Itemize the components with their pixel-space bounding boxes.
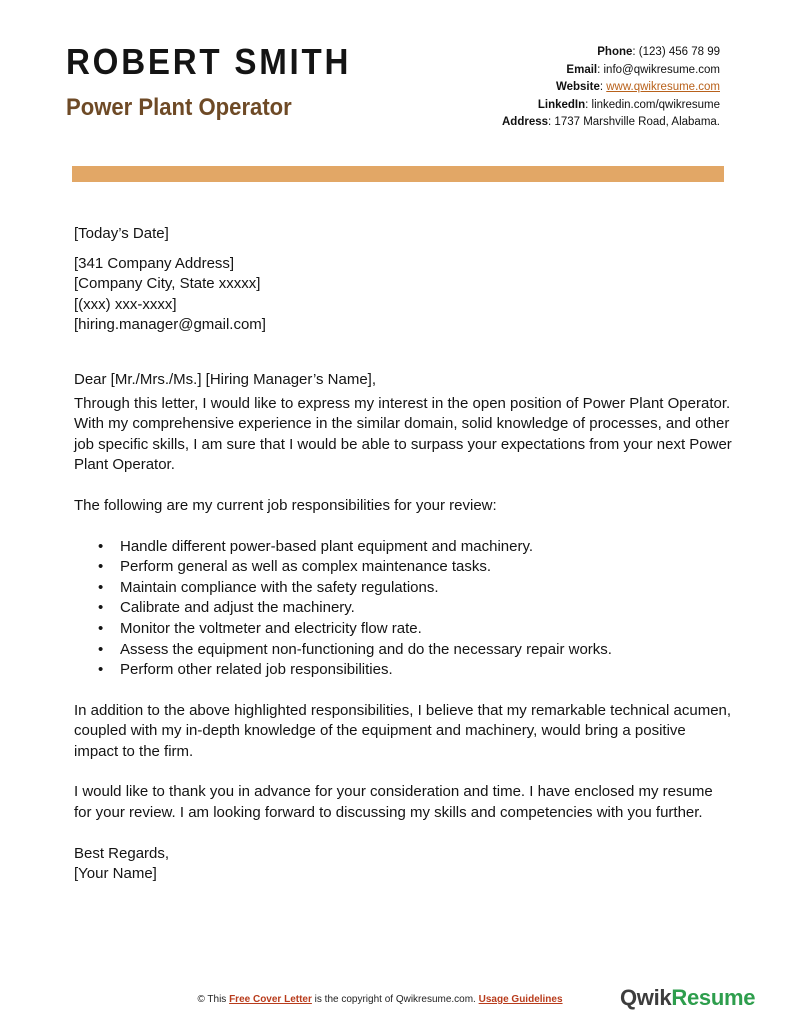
signature: [Your Name] (74, 865, 157, 883)
usage-guidelines-link[interactable]: Usage Guidelines (478, 994, 563, 1005)
list-item: • Perform general as well as complex maintenance tasks. (120, 557, 734, 578)
linkedin-label: LinkedIn (537, 98, 586, 111)
website-label: Website (555, 81, 600, 93)
recipient-phone: [(xxx) xxx-xxxx] (74, 295, 177, 313)
address-label: Address (502, 116, 549, 128)
recipient-city: [Company City, State xxxxx] (74, 275, 261, 293)
salutation: Dear [Mr./Mrs./Ms.] [Hiring Manager’s Name], (74, 370, 377, 388)
qwikresume-logo (620, 985, 755, 1011)
free-cover-letter-link[interactable]: Free Cover Letter (229, 994, 312, 1005)
contact-phone: Phone: (123) 456 78 99 (597, 46, 720, 58)
recipient-address: [341 Company Address] (74, 254, 235, 272)
intro-paragraph: Through this letter, I would like to express my interest in the open position of Power Plant Operator. With my comprehensive experience in the similar domain, solid knowledge of processes, and other job specific skills, I am sure that I would be able to surpass your expectations from your next Power Plant Operator. (74, 394, 732, 474)
list-item: • Monitor the voltmeter and electricity flow rate. (120, 619, 734, 640)
logo-part-2: Resume (671, 985, 756, 1010)
footer-middle: is the copyright of Qwikresume.com. (314, 994, 476, 1005)
recipient-email: [hiring.manager@gmail.com] (74, 316, 266, 334)
job-title: Power Plant Operator (66, 94, 292, 121)
list-item: • Assess the equipment non-functioning and do the necessary repair works. (120, 640, 734, 661)
sign-off: Best Regards, (74, 844, 170, 862)
linkedin-value: linkedin.com/qwikresume (591, 98, 720, 111)
list-item: • Handle different power-based plant equipment and machinery. (120, 537, 734, 558)
address-value: 1737 Marshville Road, Alabama. (554, 116, 720, 128)
phone-value: (123) 456 78 99 (638, 46, 720, 58)
contact-linkedin: LinkedIn: linkedin.com/qwikresume (537, 98, 720, 111)
email-label: Email (566, 63, 598, 76)
website-link[interactable]: www.qwikresume.com (606, 81, 720, 93)
contact-block (502, 44, 720, 132)
list-item: • Maintain compliance with the safety regulations. (120, 578, 734, 599)
list-intro: The following are my current job responsibilities for your review: (74, 496, 497, 514)
email-value: info@qwikresume.com (603, 63, 720, 76)
list-item: • Perform other related job responsibilities. (120, 660, 734, 681)
header-divider-bar (72, 166, 724, 182)
footer-prefix: © This (197, 994, 227, 1005)
letter-body (74, 224, 734, 885)
contact-address: Address: 1737 Marshville Road, Alabama. (502, 116, 720, 128)
applicant-name: ROBERT SMITH (66, 41, 352, 82)
letter-date: [Today’s Date] (74, 225, 169, 242)
closing-paragraph-2: I would like to thank you in advance for your consideration and time. I have enclosed my resume for your review. I am looking forward to discussing my skills and competencies with you further. (74, 783, 713, 822)
logo-part-1: Qwik (620, 985, 672, 1010)
responsibilities-list (74, 537, 734, 681)
contact-email: Email: info@qwikresume.com (566, 63, 720, 76)
closing-paragraph-1: In addition to the above highlighted responsibilities, I believe that my remarkable technical acumen, coupled with my in-depth knowledge of the equipment and machinery, would bring a positive impact to the firm. (74, 701, 732, 760)
contact-website: Website: www.qwikresume.com (555, 81, 720, 93)
phone-label: Phone (597, 46, 633, 58)
list-item: • Calibrate and adjust the machinery. (120, 598, 734, 619)
